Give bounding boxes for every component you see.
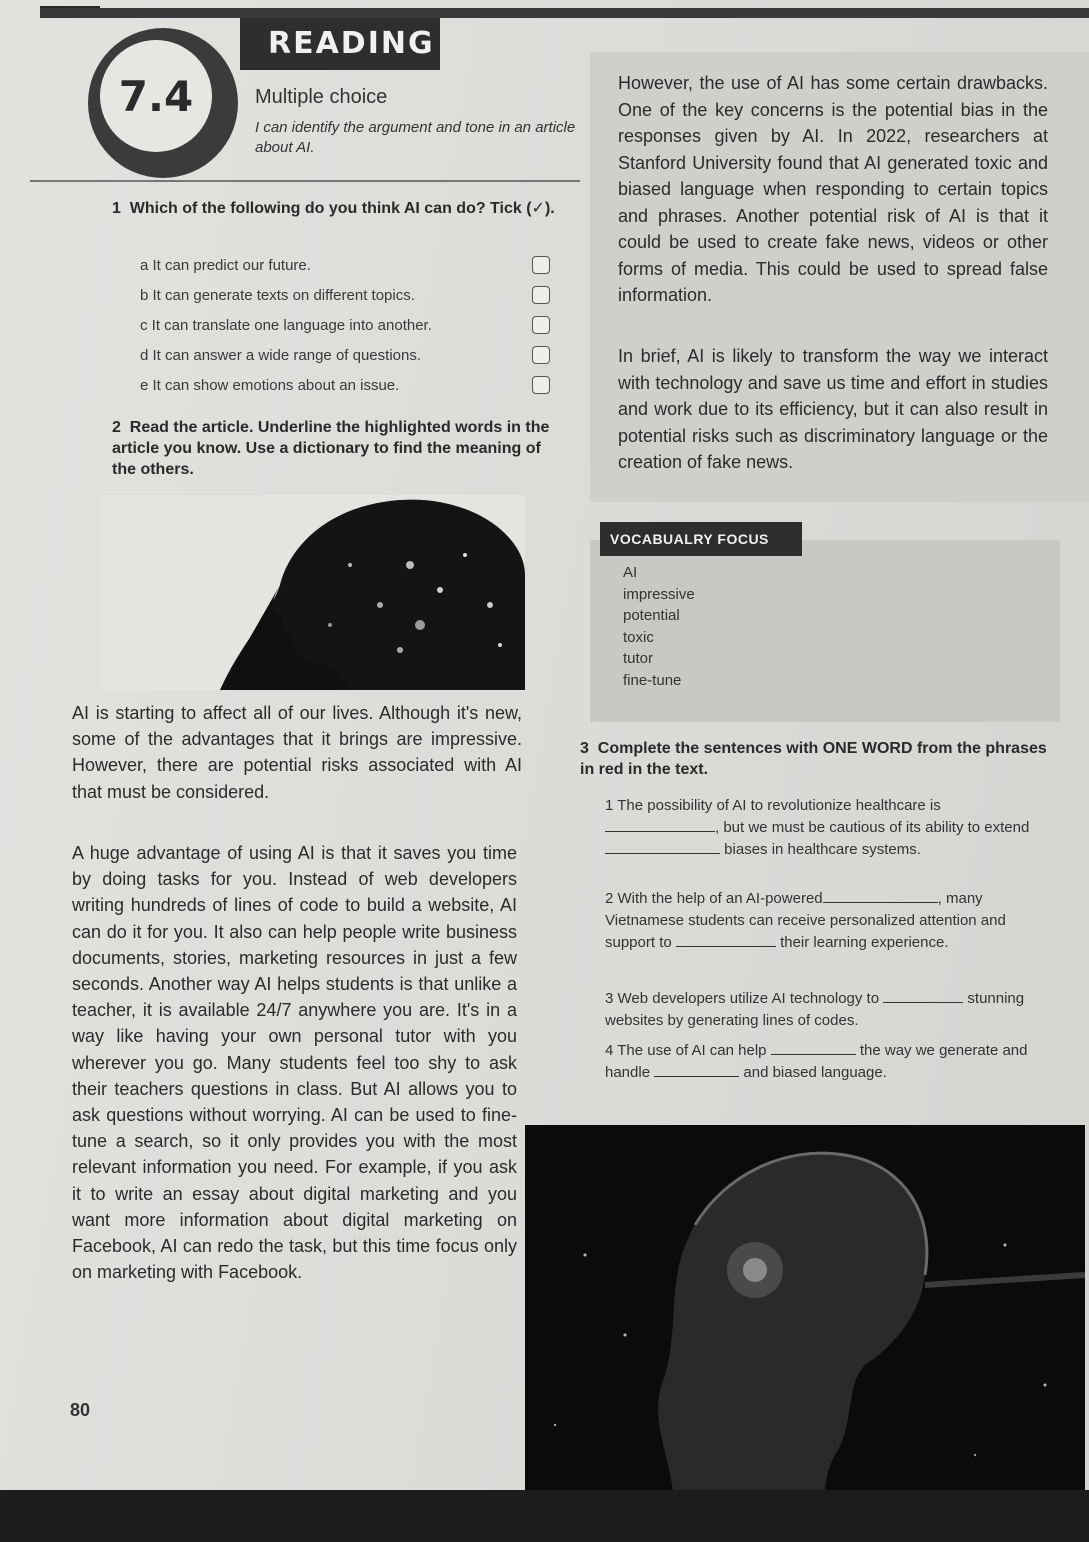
vocab-word: impressive: [623, 585, 695, 603]
vocabulary-list: [623, 562, 695, 691]
robot-head-photo: [525, 1125, 1085, 1520]
exercise-1-options: [140, 250, 550, 400]
tick-box[interactable]: [532, 256, 550, 274]
option-e: e It can show emotions about an issue.: [140, 370, 550, 400]
vocab-word: tutor: [623, 650, 654, 667]
divider: [30, 180, 580, 182]
option-b: b It can generate texts on different topics.: [140, 280, 550, 310]
tick-box[interactable]: [532, 286, 550, 304]
exercise-3-heading: [580, 738, 1050, 780]
exercise-3-sentence-2: 2 With the help of an AI-powered , many Vietnamese students can receive personalized attention and support to their learning experience.: [605, 890, 1006, 951]
article-paragraph-intro: AI is starting to affect all of our lives. Although it's new, some of the advantages that it brings are impressive. However, there are potential risks associated with AI that must be considered.: [72, 703, 522, 802]
answer-blank[interactable]: [605, 818, 715, 832]
exercise-3-sentence-1: 1 The possibility of AI to revolutionize healthcare is , but we must be cautious of its ability to extend biases in healthcare systems.: [605, 797, 1030, 858]
exercise-3-instruction: Complete the sentences with ONE WORD from the phrases in red in the text.: [580, 740, 1047, 778]
exercise-3-sentence-4: 4 The use of AI can help the way we generate and handle and biased language.: [605, 1042, 1028, 1081]
tick-box[interactable]: [532, 316, 550, 334]
option-d: d It can answer a wide range of questions.: [140, 340, 550, 370]
exercise-2-number: 2: [112, 419, 121, 436]
page-number: 80: [70, 1400, 91, 1420]
vocabulary-title: VOCABUALRY FOCUS: [600, 522, 802, 556]
vocab-word: toxic: [623, 628, 654, 646]
tick-box[interactable]: [532, 346, 550, 364]
answer-blank[interactable]: [654, 1063, 739, 1077]
article-paragraph-drawbacks: However, the use of AI has some certain drawbacks. One of the key concerns is the potential bias in the responses given by AI. In 2022, researchers at Stanford University found that AI generated toxic and biased language when responding to certain topics and phrases. Another potential risk of AI is that it could be used to create fake news, videos or other forms of media. This could be used to spread false information.: [618, 73, 1048, 305]
vocab-word: fine-tune: [623, 671, 682, 689]
robot-head-illustration: [525, 1125, 1085, 1520]
exercise-3-number: 3: [580, 740, 589, 757]
exercise-1-heading: [112, 198, 582, 219]
lesson-title: Multiple choice: [255, 86, 388, 108]
answer-blank[interactable]: [605, 840, 720, 854]
article-paragraph-conclusion: In brief, AI is likely to transform the way we interact with technology and save us time and effort in studies and work due to its efficiency, but it can also result in potential risks such as discriminatory language or the creation of fake news.: [618, 346, 1048, 472]
exercise-2-heading: [112, 417, 562, 480]
header-bar: [40, 8, 1089, 18]
table-edge: [0, 1490, 1089, 1542]
section-number: 7.4: [100, 40, 212, 152]
exercise-1-number: 1: [112, 200, 121, 217]
answer-blank[interactable]: [676, 933, 776, 947]
answer-blank[interactable]: [883, 989, 963, 1003]
exercise-1-instruction: Which of the following do you think AI can do? Tick (✓).: [129, 200, 555, 217]
reading-tab: READING: [240, 18, 440, 70]
lesson-goal: I can identify the argument and tone in an article about AI.: [255, 119, 576, 156]
head-silhouette-illustration: [100, 495, 525, 690]
answer-blank[interactable]: [771, 1041, 856, 1055]
article-paragraph-advantages: A huge advantage of using AI is that it saves you time by doing tasks for you. Instead of web developers writing hundreds of lines of code to build a website, AI can do it for you. It also can help people write business documents, stories, marketing resources in just a few seconds. Another way AI helps students is that unlike a teacher, it is available 24/7 anywhere you are. It's in a way like having your own personal tutor with you wherever you go. Many students feel too shy to ask their teachers questions in class. But AI allows you to ask questions without worrying. AI can be used to fine-tune a search, so it only provides you with the most relevant information you need. For example, if you ask it to write an essay about digital marketing and you want more information about digital marketing on Facebook, AI can redo the task, but this time focus only on marketing with Facebook.: [72, 843, 517, 1283]
tick-box[interactable]: [532, 376, 550, 394]
ai-head-photo: [100, 495, 525, 690]
answer-blank[interactable]: [823, 889, 938, 903]
option-c: c It can translate one language into another.: [140, 310, 550, 340]
vocab-word: AI: [623, 564, 638, 581]
exercise-3-sentence-3: 3 Web developers utilize AI technology to stunning websites by generating lines of codes.: [605, 990, 1025, 1029]
option-a: a It can predict our future.: [140, 250, 550, 280]
exercise-2-instruction: Read the article. Underline the highlighted words in the article you know. Use a dictionary to find the meaning of the others.: [112, 419, 550, 478]
vocab-word: potential: [623, 607, 680, 624]
